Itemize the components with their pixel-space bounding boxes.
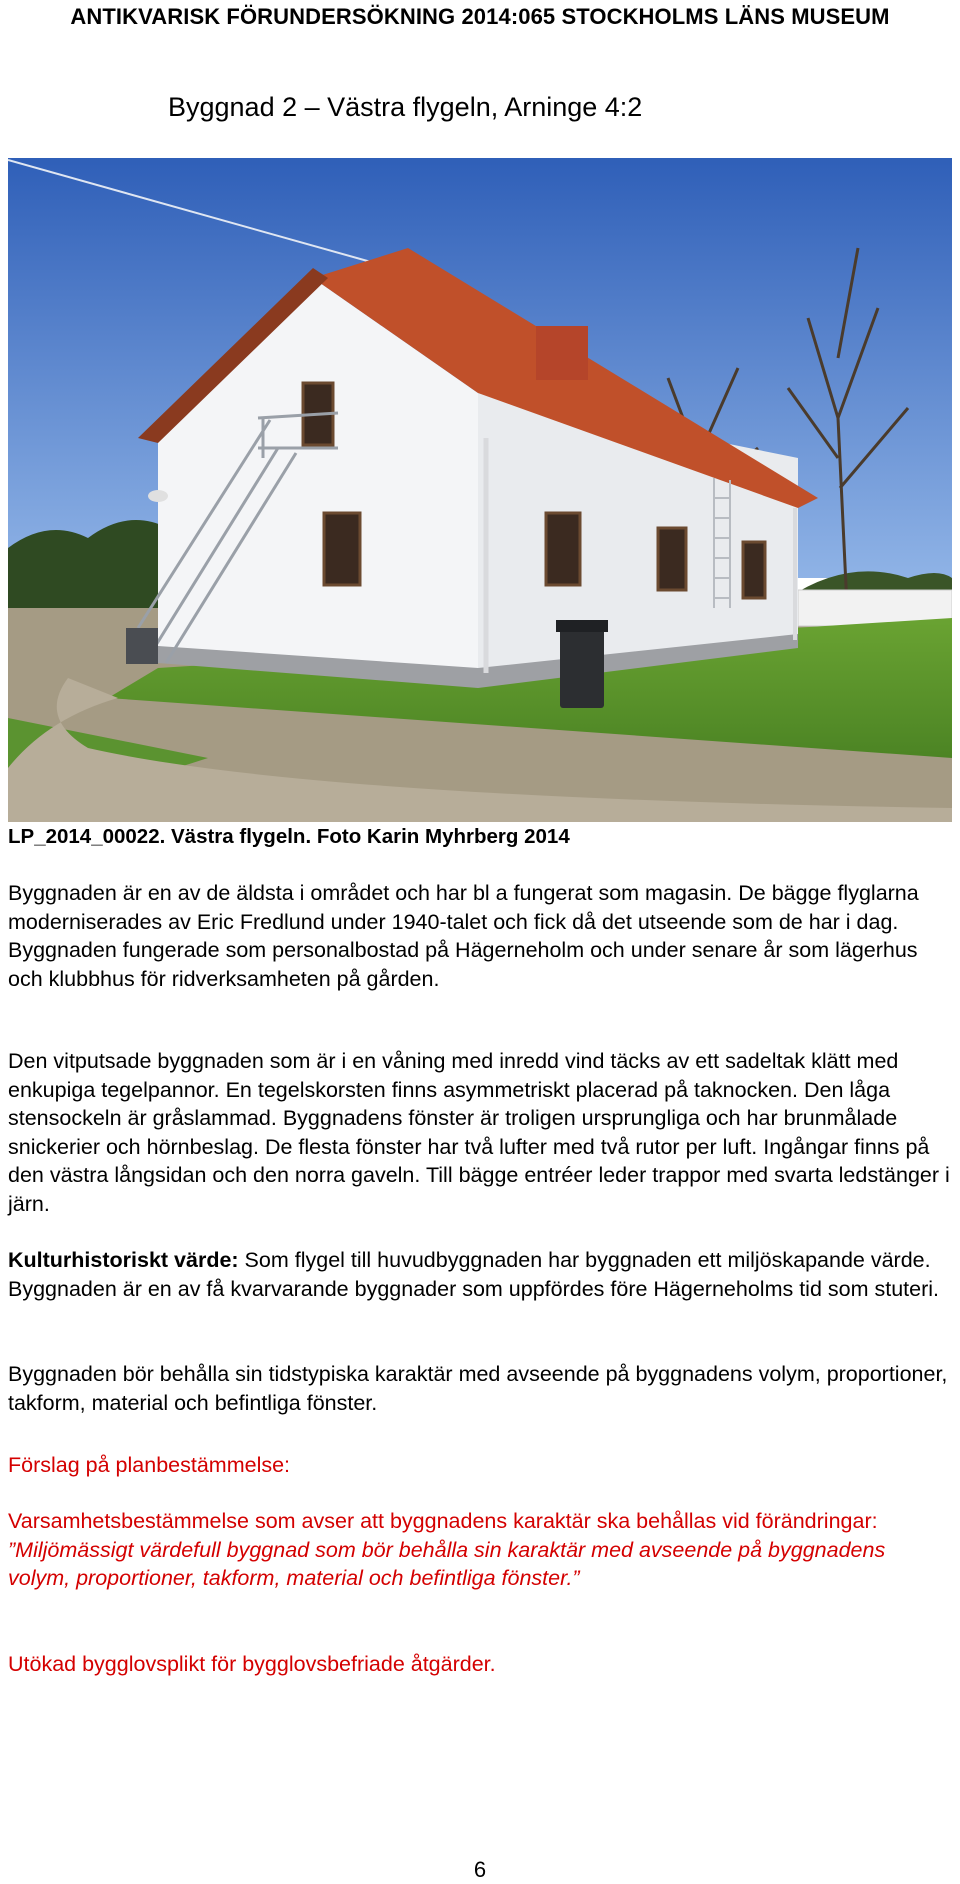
proposal-lead: Varsamhetsbestämmelse som avser att byggnadens karaktär ska behållas vid förändringar: (8, 1509, 878, 1533)
proposal-heading: Förslag på planbestämmelse: (8, 1453, 291, 1477)
paragraph-cultural-value (8, 1246, 952, 1303)
page-number: 6 (473, 1857, 487, 1882)
chimney (536, 326, 588, 380)
paragraph-proposal (8, 1507, 952, 1593)
paragraph-description: Den vitputsade byggnaden som är i en våning med inredd vind täcks av ett sadeltak klätt med enkupiga tegelpannor. En tegelskorsten finns asymmetriskt placerad på taknocken. Den låga stensockeln är gråslammad. Byggnadens fönster är troligen ursprungliga och har brunmålade snickerier och hörnbeslag. De flesta fönster har två lufter med två rutor per luft. Ingångar finns på den västra långsidan och den norra gaveln. Till bägge entréer leder trappor med svarta ledstänger i järn. (8, 1049, 950, 1216)
house-illustration (8, 158, 952, 822)
window (324, 513, 360, 585)
cultural-value-text: Som flygel till huvudbyggnaden har byggnaden ett miljöskapande värde. Byggnaden är en av få kvarvarande byggnader som uppfördes före Hägerneholms tid som stuteri. (8, 1248, 939, 1301)
building-photo (8, 158, 952, 822)
paragraph-recommendation: Byggnaden bör behålla sin tidstypiska karaktär med avseende på byggnadens volym, proportioner, takform, material och befintliga fönster. (8, 1362, 948, 1415)
paragraph-building-permit: Utökad bygglovsplikt för bygglovsbefriade åtgärder. (8, 1652, 496, 1676)
proposal-quote: ”Miljömässigt värdefull byggnad som bör behålla sin karaktär med avseende på byggnadens volym, proportioner, takform, material och befintliga fönster.” (8, 1537, 886, 1590)
photo-caption: LP_2014_00022. Västra flygeln. Foto Karin Myhrberg 2014 (8, 825, 570, 848)
wheelie-bin (560, 628, 604, 708)
paragraph-history: Byggnaden är en av de äldsta i området och har bl a fungerat som magasin. De bägge flyglarna moderniserades av Eric Fredlund under 1940-talet och fick då det utseende som de har i dag. Byggnaden fungerade som personalbostad på Hägerneholm och under senare år som lägerhus och klubbhus för ridverksamheten på gården. (8, 881, 919, 991)
cultural-value-label: Kulturhistoriskt värde: (8, 1248, 239, 1272)
document-header: ANTIKVARISK FÖRUNDERSÖKNING 2014:065 STOCKHOLMS LÄNS MUSEUM (70, 4, 890, 29)
page-title: Byggnad 2 – Västra flygeln, Arninge 4:2 (168, 92, 643, 122)
